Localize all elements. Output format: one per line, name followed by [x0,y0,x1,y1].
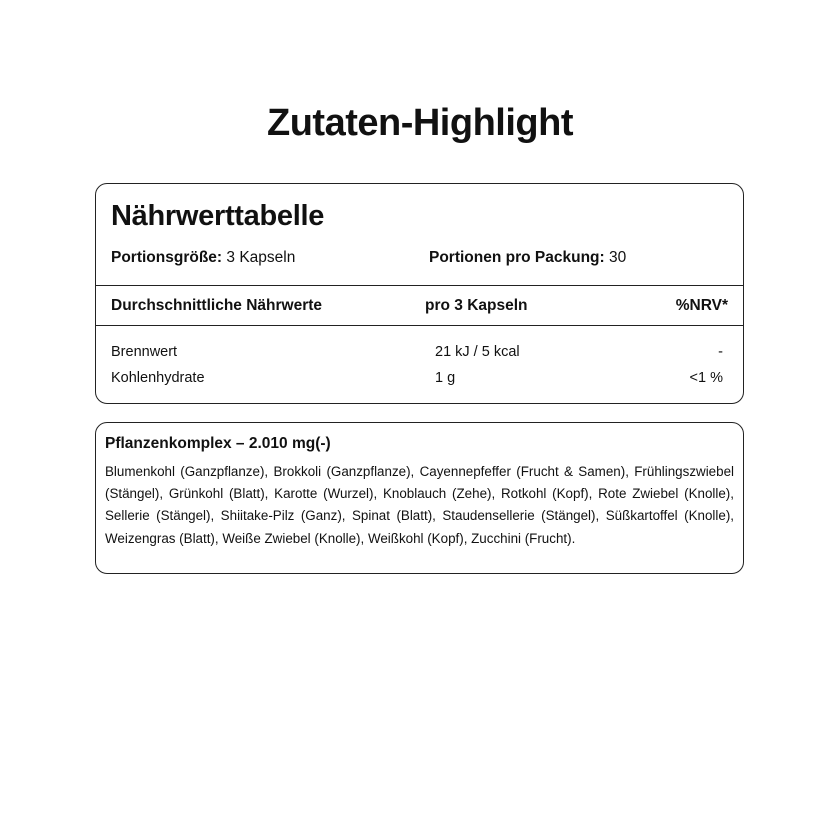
nutrient-nrv: - [718,344,723,360]
column-header-nrv: %NRV* [675,297,728,314]
table-divider-bottom [96,325,743,326]
table-divider-top [96,285,743,286]
plant-complex-ingredients: Blumenkohl (Ganzpflanze), Brokkoli (Ganzpflanze), Cayennepfeffer (Frucht & Samen), Frühlingszwiebel (Stängel), Grünkohl (Blatt), Karotte (Wurzel), Knoblauch (Zehe), Rotkohl (Kopf), Rote Zwiebel (Knolle), Sellerie (Stängel), Shiitake-Pilz (Ganz), Spinat (Blatt), Staudensellerie (Stängel), Süßkartoffel (Knolle), Weizengras (Blatt), Weiße Zwiebel (Knolle), Weißkohl (Kopf), Zucchini (Frucht). [105,464,734,546]
page-title: Zutaten-Highlight [267,102,573,144]
nutrient-nrv: <1 % [689,370,723,386]
serving-size [111,249,295,267]
nutrition-table-title: Nährwerttabelle [111,200,325,232]
nutrient-amount: 1 g [435,370,456,386]
nutrition-table-card [95,183,744,404]
nutrient-name: Brennwert [111,344,178,360]
column-header-per-serving: pro 3 Kapseln [425,297,528,314]
servings-per-pack [429,249,626,267]
nutrient-name: Kohlenhydrate [111,370,205,386]
servings-per-pack-value: 30 [609,249,627,266]
servings-per-pack-label: Portionen pro Packung: [429,249,605,266]
column-header-nutrients: Durchschnittliche Nährwerte [111,297,323,314]
plant-complex-title: Pflanzenkomplex – 2.010 mg(-) [105,435,331,452]
serving-size-value: 3 Kapseln [226,249,296,266]
plant-complex-card [95,422,744,574]
serving-size-label: Portionsgröße: [111,249,223,266]
nutrient-amount: 21 kJ / 5 kcal [435,344,520,360]
